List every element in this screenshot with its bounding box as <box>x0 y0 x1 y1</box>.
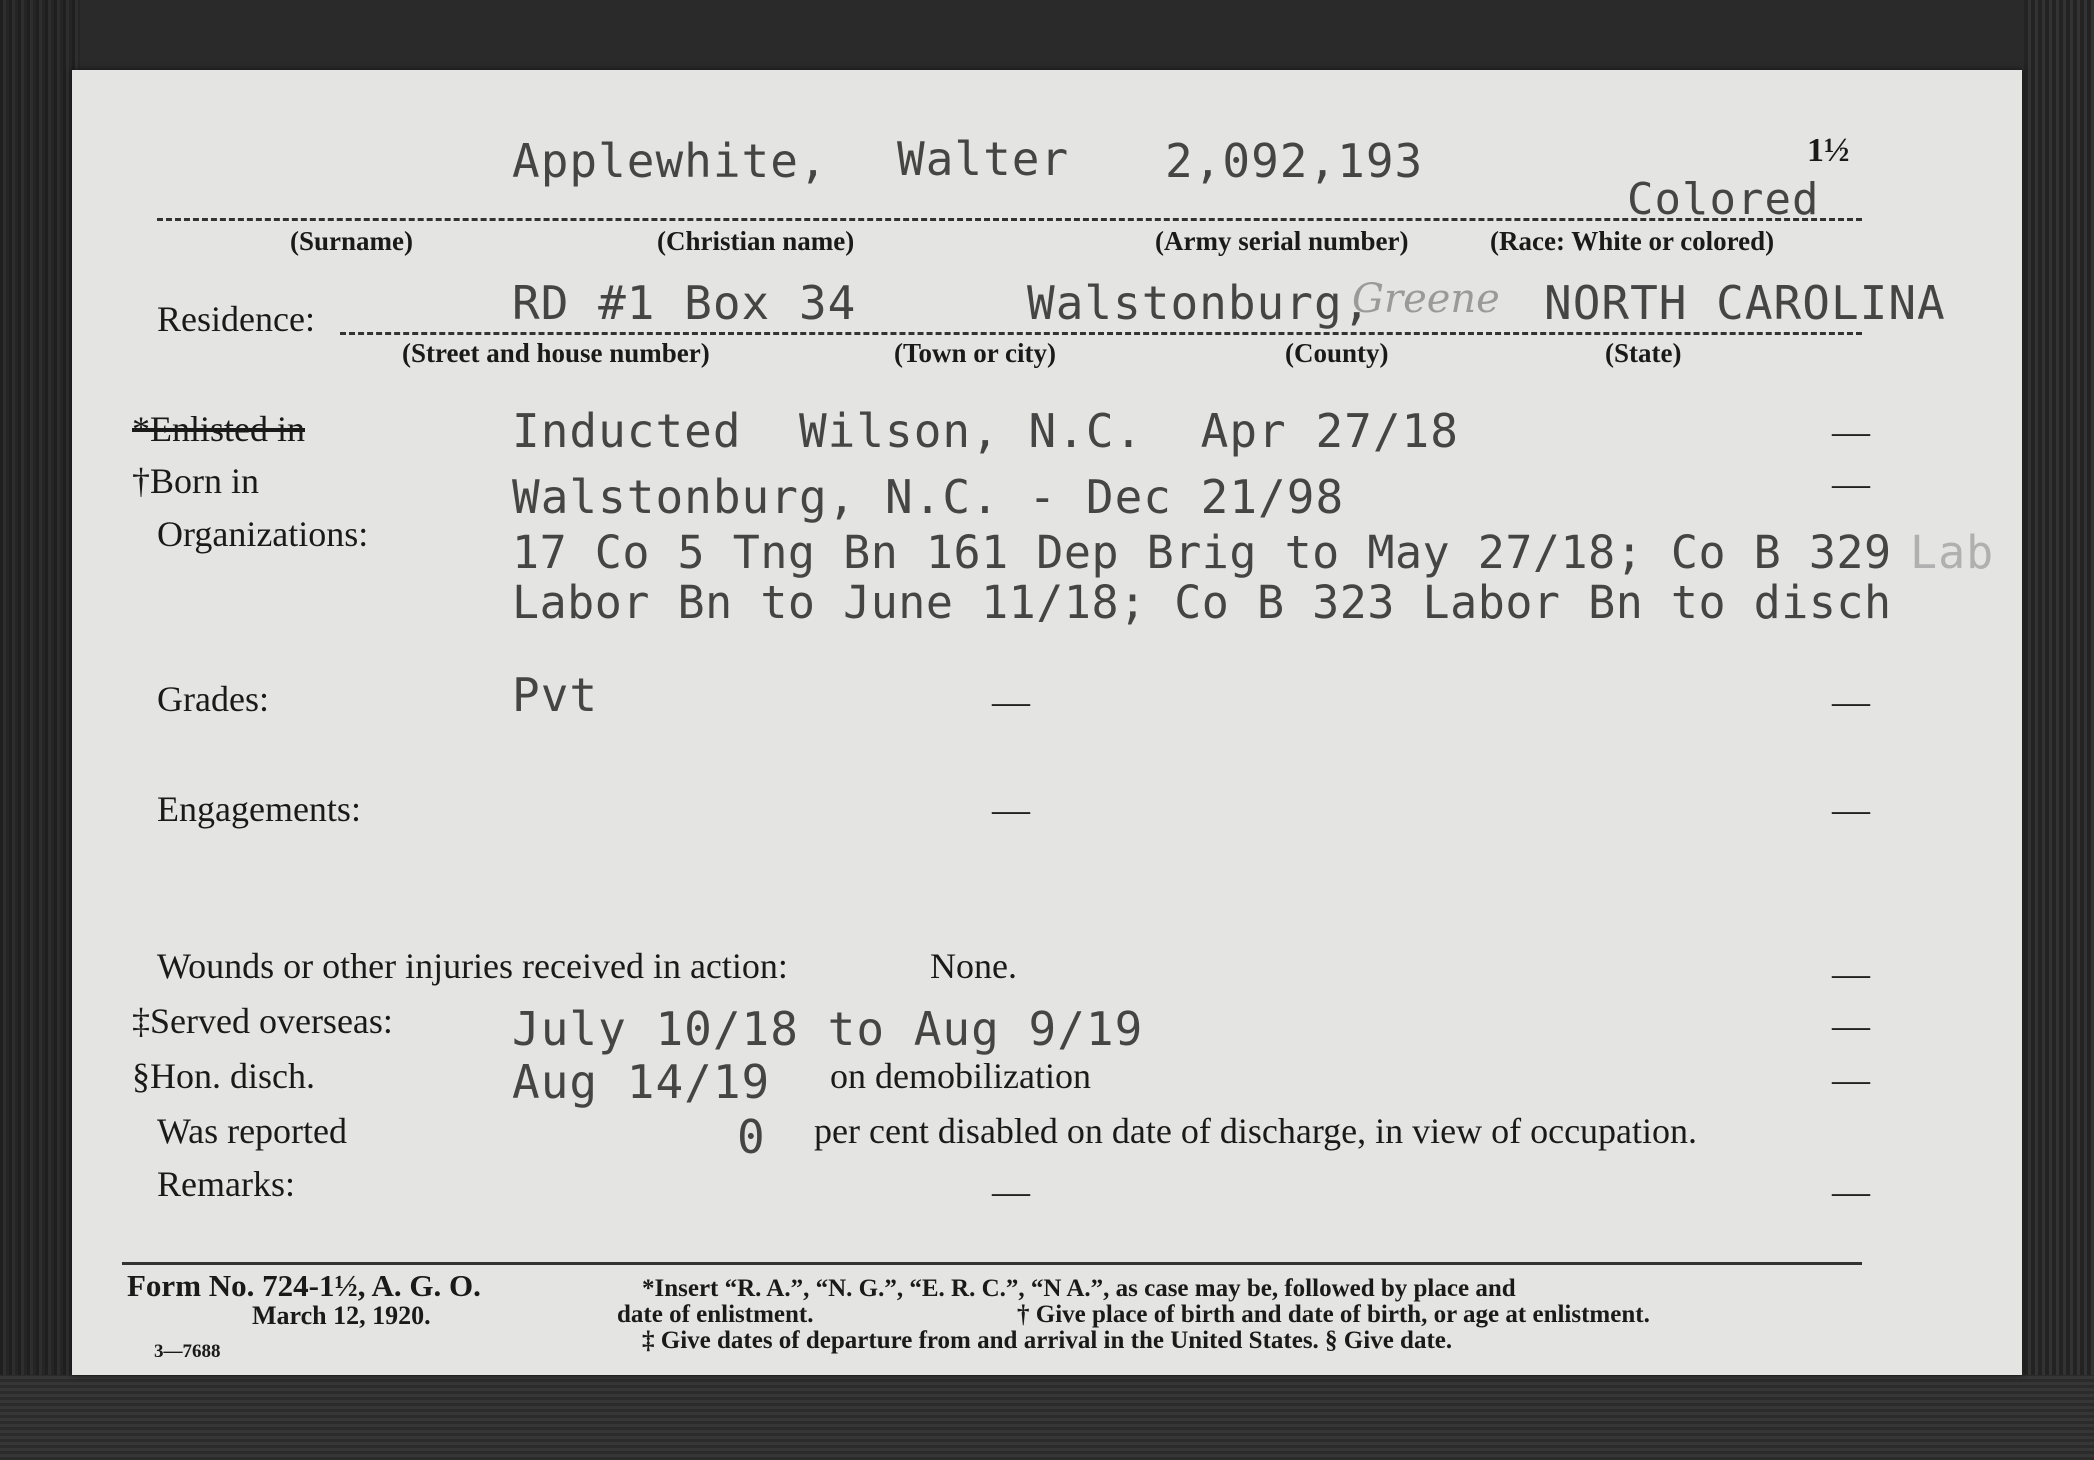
remarks-label: Remarks: <box>157 1164 295 1204</box>
race-value: Colored <box>1627 174 1820 225</box>
overseas-value: July 10/18 to Aug 9/19 <box>512 1002 1144 1056</box>
race-caption: (Race: White or colored) <box>1490 226 1775 256</box>
wounds-value: None. <box>930 946 1017 986</box>
hon-disch-dash: — <box>1832 1059 1870 1101</box>
form-date: March 12, 1920. <box>252 1301 431 1330</box>
grades-label: Grades: <box>157 679 269 719</box>
town-caption: (Town or city) <box>894 338 1056 368</box>
surname-caption: (Surname) <box>290 226 413 256</box>
engagements-dash: — <box>1832 789 1870 831</box>
street-caption: (Street and house number) <box>402 338 710 368</box>
print-code: 3—7688 <box>154 1341 221 1362</box>
residence-town-value: Walstonburg, <box>1027 276 1372 330</box>
wounds-label: Wounds or other injuries received in action: <box>157 946 788 986</box>
grades-value: Pvt <box>512 668 599 722</box>
scan-background-right <box>2024 0 2094 1460</box>
footer-rule <box>122 1262 1862 1265</box>
overseas-dash: — <box>1832 1005 1870 1047</box>
footnote-overseas: ‡ Give dates of departure from and arrival in the United States. § Give date. <box>642 1327 1453 1354</box>
wounds-dash: — <box>1832 953 1870 995</box>
serial-caption: (Army serial number) <box>1155 226 1409 256</box>
residence-label: Residence: <box>157 299 315 339</box>
footnote-born: † Give place of birth and date of birth, or age at enlistment. <box>1017 1301 1650 1328</box>
state-caption: (State) <box>1605 338 1682 368</box>
residence-dotted-line <box>340 332 1862 335</box>
residence-county-handwritten: Greene <box>1352 276 1500 322</box>
surname-value: Applewhite, <box>512 134 828 188</box>
serial-number-value: 2,092,193 <box>1165 134 1424 188</box>
organizations-line-1-overflow: Lab <box>1910 526 1995 579</box>
scan-background-left <box>0 0 80 1460</box>
enlisted-value: Inducted Wilson, N.C. Apr 27/18 <box>512 404 1459 458</box>
footnote-insert-cont: date of enlistment. <box>617 1301 814 1328</box>
footnote-insert: *Insert “R. A.”, “N. G.”, “E. R. C.”, “N A.”, as case may be, followed by place and <box>642 1275 1516 1302</box>
born-dash: — <box>1832 463 1870 505</box>
form-number: Form No. 724-1½, A. G. O. <box>127 1268 481 1303</box>
born-value: Walstonburg, N.C. - Dec 21/98 <box>512 470 1345 524</box>
overseas-label: ‡Served overseas: <box>132 1001 393 1041</box>
header-dotted-line <box>157 218 1862 221</box>
engagements-label: Engagements: <box>157 789 361 829</box>
organizations-line-2: Labor Bn to June 11/18; Co B 323 Labor Bn to disch <box>512 576 1892 629</box>
remarks-mid-dash: — <box>992 1171 1030 1213</box>
christian-name-value: Walter <box>897 132 1070 186</box>
reported-text: per cent disabled on date of discharge, in view of occupation. <box>814 1111 1698 1151</box>
hon-disch-date: Aug 14/19 <box>512 1055 771 1109</box>
born-label: †Born in <box>132 461 260 501</box>
scan-background-bottom <box>0 1375 2094 1460</box>
engagements-mid-dash: — <box>992 789 1030 831</box>
hon-disch-label: §Hon. disch. <box>132 1056 315 1096</box>
remarks-dash: — <box>1832 1171 1870 1213</box>
enlisted-dash: — <box>1832 411 1870 453</box>
hon-disch-note: on demobilization <box>830 1056 1091 1096</box>
reported-percent: 0 <box>737 1110 766 1164</box>
reported-label: Was reported <box>157 1111 348 1151</box>
christian-name-caption: (Christian name) <box>657 226 855 256</box>
residence-state-value: NORTH CAROLINA <box>1544 276 1946 330</box>
residence-street-value: RD #1 Box 34 <box>512 276 857 330</box>
county-caption: (County) <box>1285 338 1389 368</box>
service-record-card <box>72 70 2022 1375</box>
organizations-label: Organizations: <box>157 514 369 554</box>
card-fraction: 1½ <box>1807 132 1850 169</box>
grades-mid-dash: — <box>992 681 1030 723</box>
organizations-line-1: 17 Co 5 Tng Bn 161 Dep Brig to May 27/18; Co B 329 <box>512 526 1892 579</box>
enlisted-label: *Enlisted in <box>132 409 305 449</box>
grades-dash: — <box>1832 681 1870 723</box>
